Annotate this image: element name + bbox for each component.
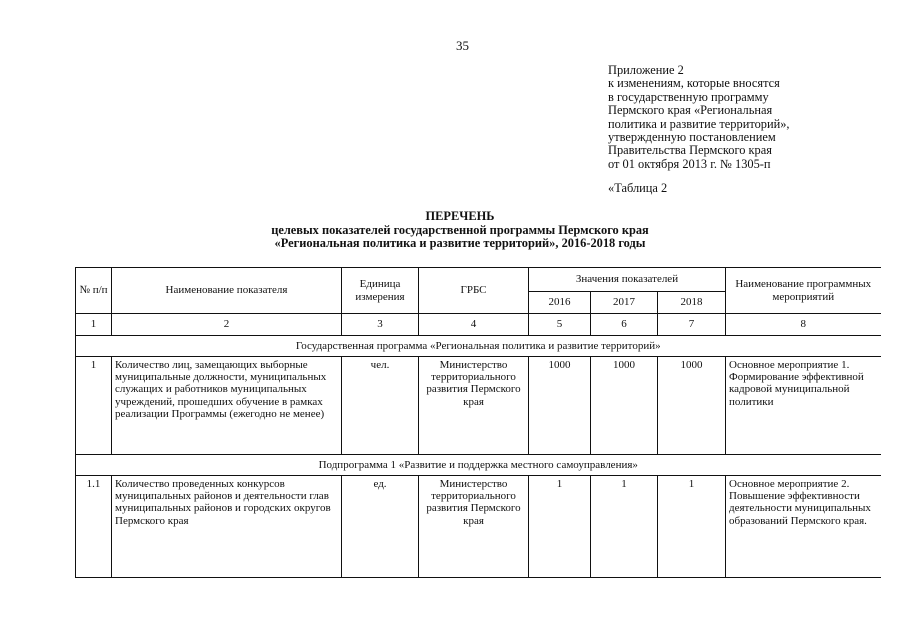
row2-grbs: Министерство территориального развития Пермского края [419,476,529,578]
header-year-2016: 2016 [529,292,591,314]
col-number: 3 [342,314,419,336]
document-heading [150,210,770,251]
row1-name: Количество лиц, замещающих выборные муниципальные должности, муниципальных служащих и работников муниципальных учреждений, прошедших обучение в рамках реализации Программы (ежегодно не менее) [112,357,342,455]
col-number: 7 [658,314,726,336]
col-number: 8 [726,314,881,336]
page-number: 35 [456,38,469,53]
row1-activity: Основное мероприятие 1. Формирование эффективной кадровой муниципальной политики [726,357,881,455]
section-program: Государственная программа «Региональная политика и развитие территорий» [76,336,881,357]
header-year-2017: 2017 [591,292,658,314]
row2-name: Количество проведенных конкурсов муниципальных районов и деятельности глав муниципальных районов и городских округов Пермского края [112,476,342,578]
col-number: 2 [112,314,342,336]
row1-grbs: Министерство территориального развития Пермского края [419,357,529,455]
row1-2018: 1000 [658,357,726,455]
heading-title: ПЕРЕЧЕНЬ [425,209,495,223]
indicators-table [75,267,881,578]
row2-2016: 1 [529,476,591,578]
appendix-line: политика и развитие территорий», [608,116,790,131]
col-number: 6 [591,314,658,336]
row2-2017: 1 [591,476,658,578]
appendix-line: от 01 октября 2013 г. № 1305-п [608,156,771,171]
row2-num: 1.1 [76,476,112,578]
header-unit: Единица измерения [342,268,419,314]
col-number: 5 [529,314,591,336]
row2-unit: ед. [342,476,419,578]
appendix-line: в государственную программу [608,89,769,104]
header-year-2018: 2018 [658,292,726,314]
row2-activity: Основное мероприятие 2. Повышение эффективности деятельности муниципальных образований Пермского края. [726,476,881,578]
header-grbs: ГРБС [419,268,529,314]
appendix-line: Приложение 2 [608,63,684,77]
row1-2017: 1000 [591,357,658,455]
heading-subtitle-1: целевых показателей государственной программы Пермского края [271,222,649,237]
appendix-line: к изменениям, которые вносятся [608,76,780,91]
section-subprogram: Подпрограмма 1 «Развитие и поддержка местного самоуправления» [76,455,881,476]
header-num: № п/п [76,268,112,314]
col-number: 4 [419,314,529,336]
header-activities: Наименование программных мероприятий [726,268,881,314]
row1-2016: 1000 [529,357,591,455]
appendix-line: Правительства Пермского края [608,143,772,158]
header-values-group: Значения показателей [529,268,726,292]
row1-num: 1 [76,357,112,455]
table-label: «Таблица 2 [608,181,668,195]
appendix-line: утвержденную постановлением [608,130,776,145]
row2-2018: 1 [658,476,726,578]
heading-subtitle-2: «Региональная политика и развитие территорий», 2016-2018 годы [274,236,646,250]
header-name: Наименование показателя [112,268,342,314]
appendix-line: Пермского края «Региональная [608,103,773,118]
col-number: 1 [76,314,112,336]
appendix-note [608,64,848,171]
row1-unit: чел. [342,357,419,455]
